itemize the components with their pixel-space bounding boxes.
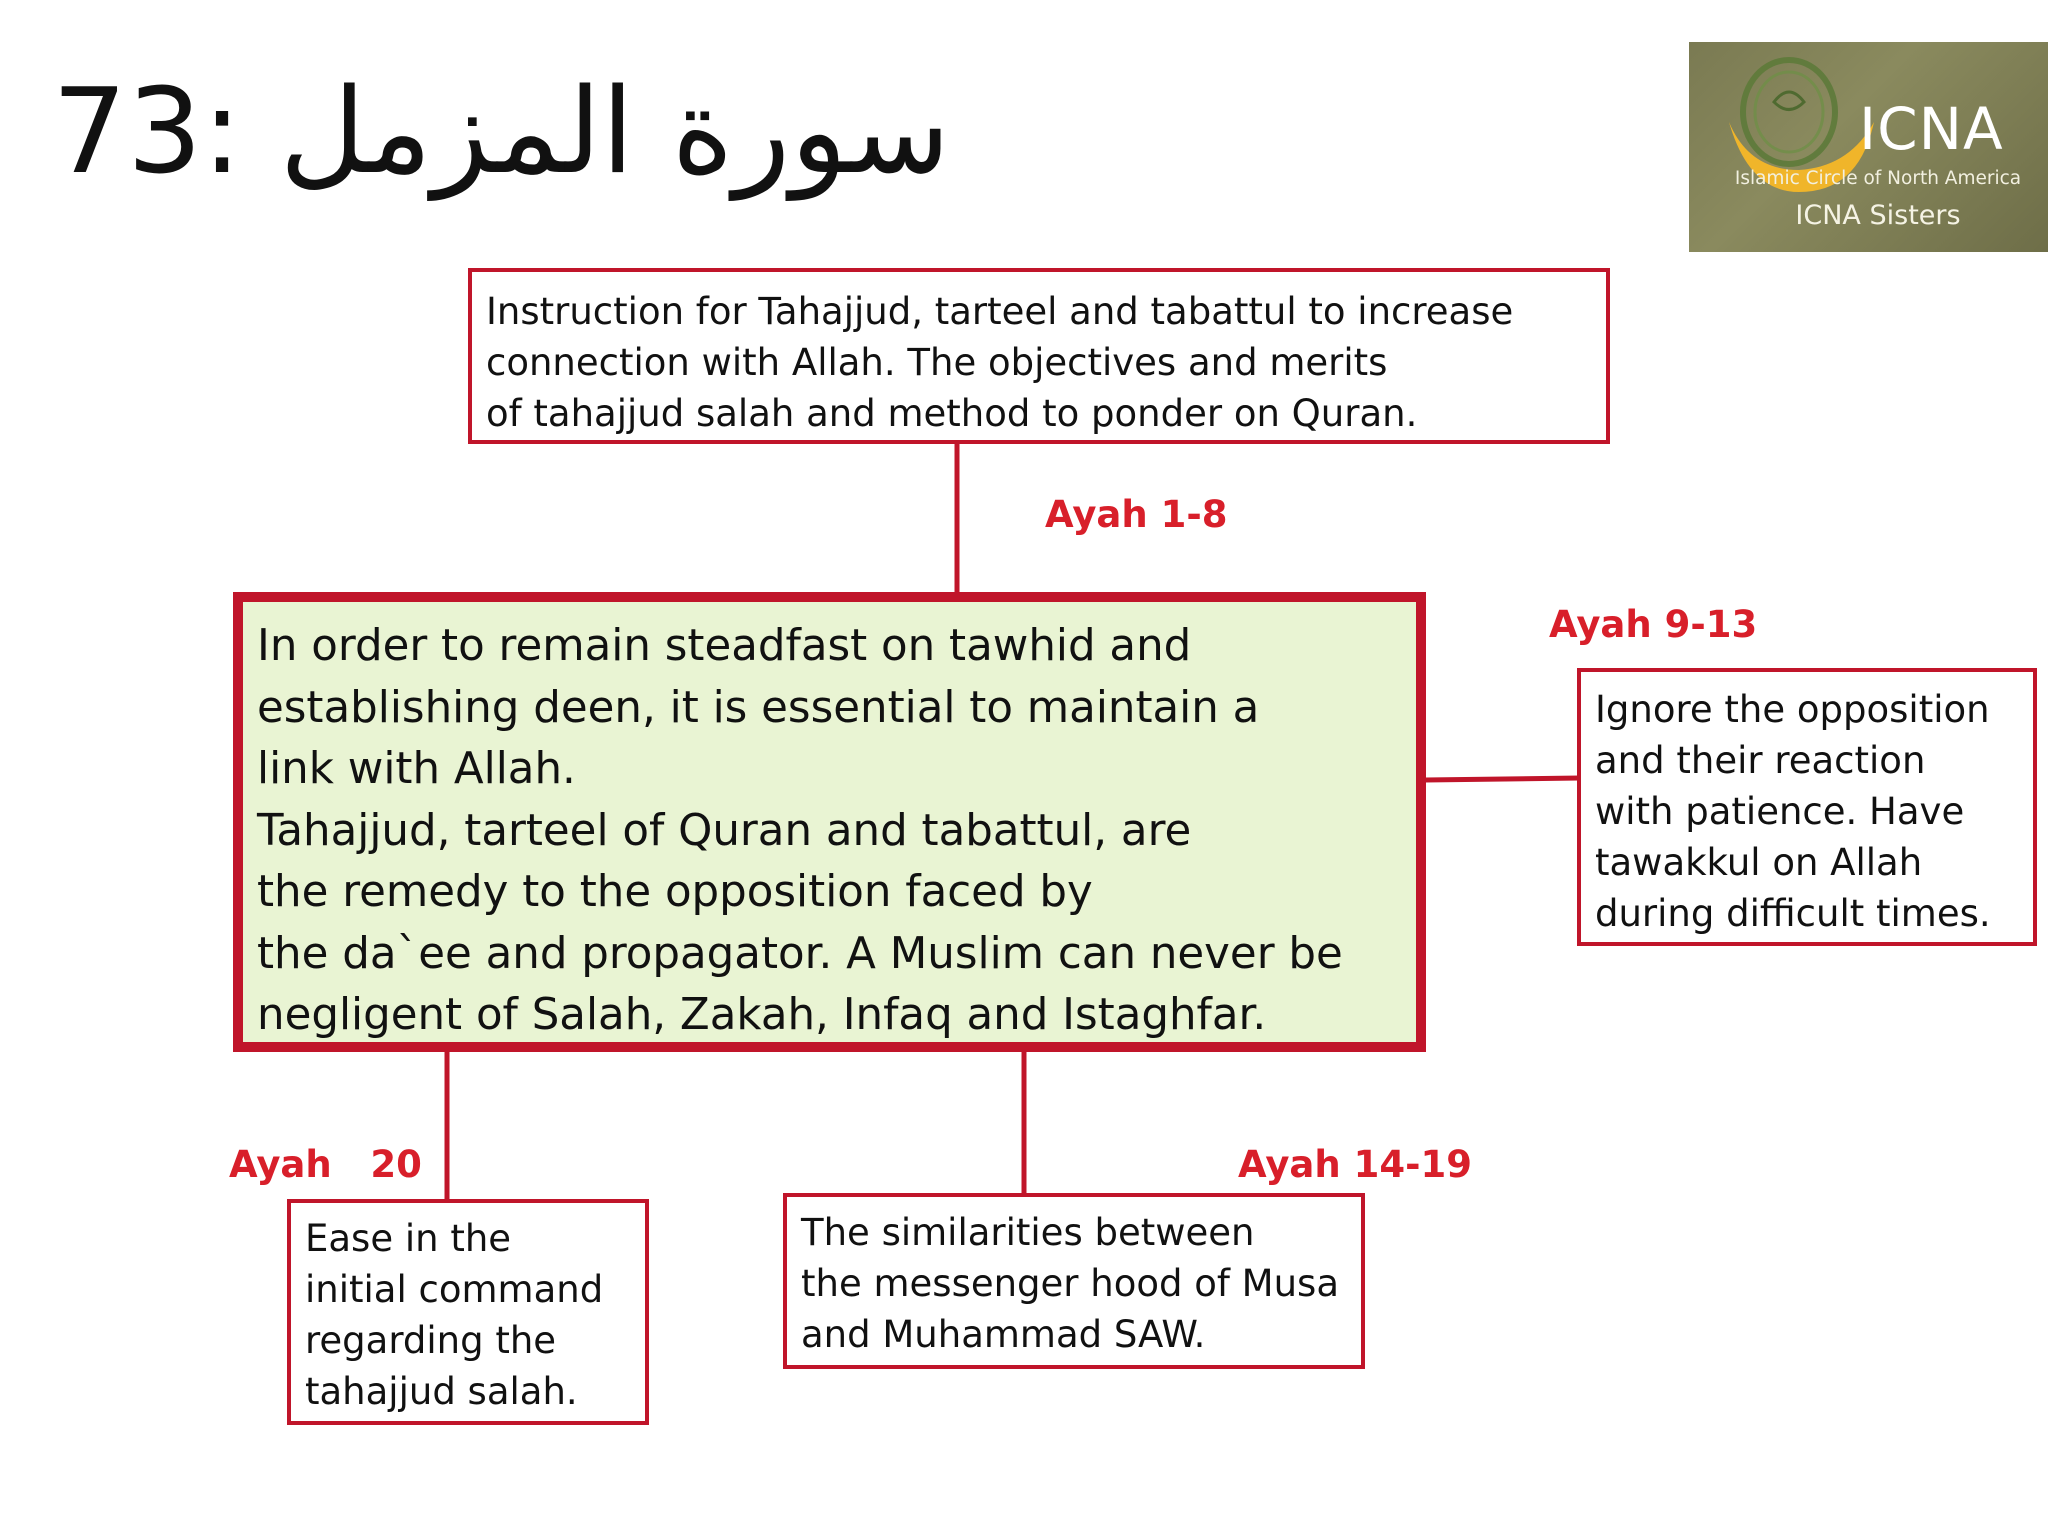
label-ayah-14-19: Ayah 14-19 — [1238, 1143, 1472, 1186]
box-right-line: with patience. Have — [1595, 790, 1965, 833]
box-top-instruction — [468, 268, 1610, 444]
box-bottom-middle-line: the messenger hood of Musa — [801, 1262, 1339, 1305]
icna-logo — [1689, 42, 2048, 252]
slide-title — [52, 62, 951, 200]
box-bottom-middle-line: and Muhammad SAW. — [801, 1313, 1206, 1356]
box-top-line: of tahajjud salah and method to ponder on Quran. — [486, 392, 1418, 435]
box-bottom-left-line: initial command — [305, 1268, 604, 1311]
box-center-line: link with Allah. — [257, 744, 576, 794]
box-bottom-left-ease — [287, 1199, 649, 1425]
box-bottom-left-line: Ease in the — [305, 1217, 512, 1260]
logo-text-icna: ICNA — [1859, 95, 2004, 163]
box-right-opposition — [1577, 668, 2037, 946]
box-right-line: Ignore the opposition — [1595, 688, 1990, 731]
box-bottom-middle-similarities — [783, 1193, 1365, 1369]
box-top-line: Instruction for Tahajjud, tarteel and tabattul to increase — [486, 290, 1514, 333]
box-bottom-left-line: tahajjud salah. — [305, 1370, 578, 1413]
box-bottom-middle-line: The similarities between — [801, 1211, 1255, 1254]
box-center-line: the remedy to the opposition faced by — [257, 867, 1093, 917]
box-right-line: and their reaction — [1595, 739, 1926, 782]
label-ayah-9-13: Ayah 9-13 — [1549, 603, 1758, 646]
box-right-line: tawakkul on Allah — [1595, 841, 1923, 884]
title-number: 73 — [52, 62, 203, 200]
label-ayah-20: Ayah 20 — [229, 1143, 422, 1186]
box-center-line: establishing deen, it is essential to maintain a — [257, 682, 1260, 733]
box-right-line: during difficult times. — [1595, 892, 1991, 935]
box-center-line: In order to remain steadfast on tawhid and — [257, 621, 1192, 671]
label-ayah-1-8: Ayah 1-8 — [1045, 493, 1228, 536]
logo-subtitle: Islamic Circle of North America — [1734, 168, 2022, 189]
title-arabic: سورة المزمل — [279, 62, 951, 200]
box-top-line: connection with Allah. The objectives and merits — [486, 341, 1388, 384]
connector-right — [1425, 778, 1580, 780]
box-center-line: Tahajjud, tarteel of Quran and tabattul, are — [257, 805, 1192, 856]
box-bottom-left-line: regarding the — [305, 1319, 557, 1362]
title-separator: : — [202, 62, 242, 200]
box-center-main — [233, 592, 1426, 1052]
box-center-line: negligent of Salah, Zakah, Infaq and Istaghfar. — [257, 990, 1267, 1040]
box-center-line: the da`ee and propagator. A Muslim can never be — [257, 928, 1343, 979]
logo-sisters: ICNA Sisters — [1795, 200, 1961, 231]
